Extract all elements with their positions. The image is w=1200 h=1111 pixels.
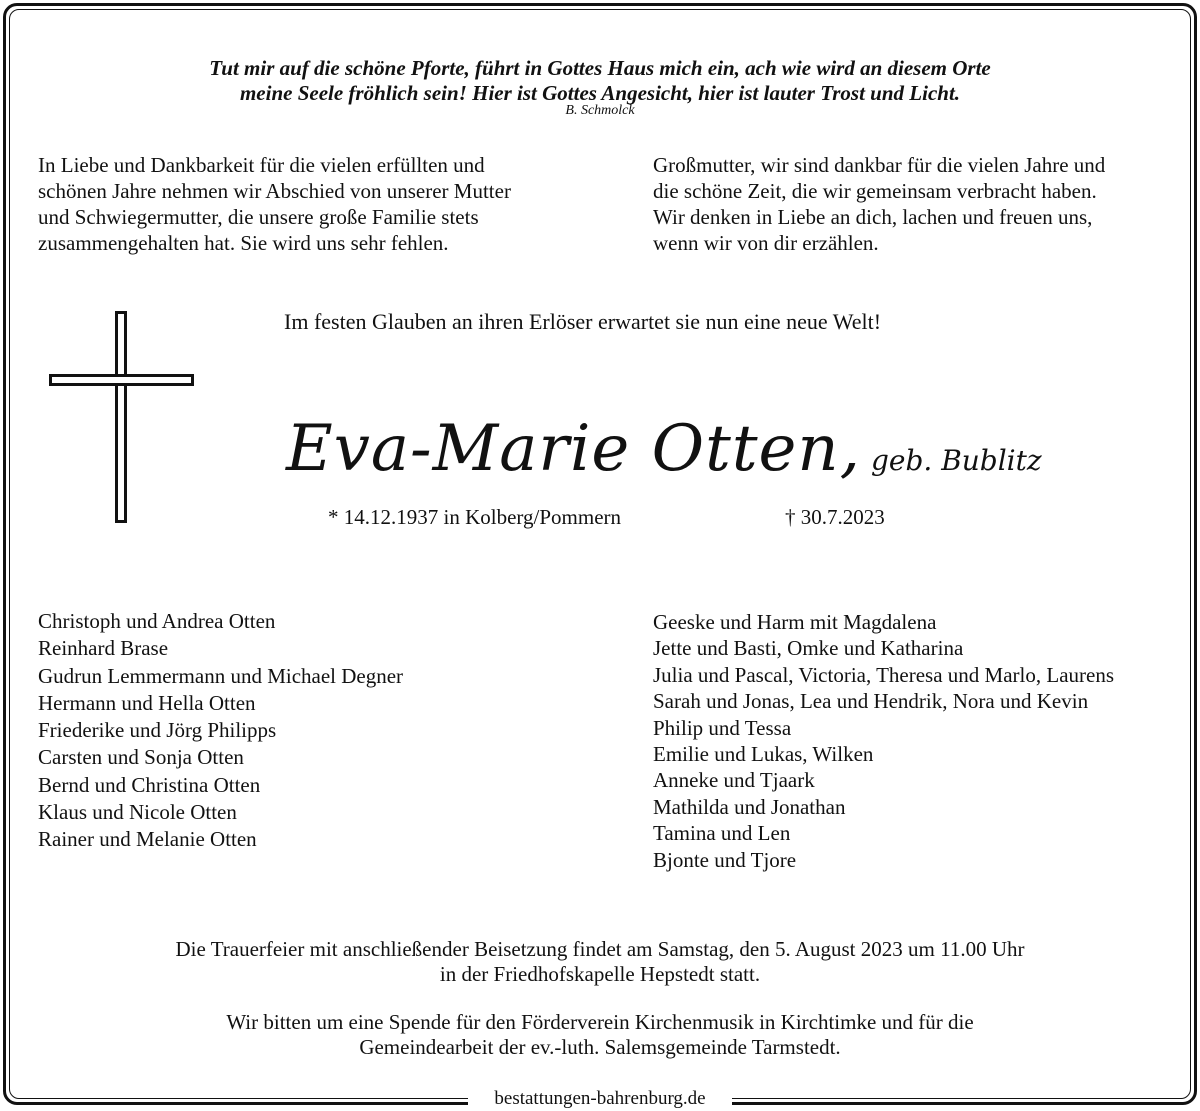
paragraph-right-line: Wir denken in Liebe an dich, lachen und freuen uns, [653, 205, 1093, 229]
mourner-entry: Emilie und Lukas, Wilken [653, 742, 874, 767]
mourner-entry: Jette und Basti, Omke und Katharina [653, 636, 964, 661]
mourner-entry: Gudrun Lemmermann und Michael Degner [38, 663, 404, 688]
paragraph-right-line: wenn wir von dir erzählen. [653, 231, 879, 255]
mourners-list-right [653, 609, 1114, 873]
birth-date: * 14.12.1937 in Kolberg/Pommern [328, 505, 622, 529]
quote-line-1: Tut mir auf die schöne Pforte, führt in Gottes Haus mich ein, ach wie wird an diesem Orte [209, 56, 991, 80]
quote-line-2: meine Seele fröhlich sein! Hier ist Gottes Angesicht, hier ist lauter Trost und Licht. [239, 81, 961, 105]
paragraph-left-line: zusammengehalten hat. Sie wird uns sehr fehlen. [38, 231, 449, 255]
belief-line: Im festen Glauben an ihren Erlöser erwartet sie nun eine neue Welt! [284, 309, 882, 334]
mourner-entry: Geeske und Harm mit Magdalena [653, 610, 937, 634]
quote-author: B. Schmolck [565, 103, 635, 118]
cross-vertical-beam [115, 311, 127, 523]
paragraph-right-line: Großmutter, wir sind dankbar für die vielen Jahre und [653, 153, 1106, 177]
death-date: † 30.7.2023 [785, 505, 885, 529]
bible-quote [0, 56, 1200, 106]
mourner-entry: Klaus und Nicole Otten [38, 800, 237, 825]
deceased-name: Eva-Marie Otten, [286, 412, 861, 486]
paragraph-left-line: In Liebe und Dankbarkeit für die vielen erfüllten und [38, 153, 485, 177]
mourner-entry: Christoph und Andrea Otten [38, 609, 276, 633]
paragraph-left-line: schönen Jahre nehmen wir Abschied von unserer Mutter [38, 179, 511, 203]
mourner-entry: Anneke und Tjaark [653, 768, 815, 793]
mourner-entry: Tamina und Len [653, 821, 791, 846]
maiden-name: geb. Bublitz [870, 444, 1042, 477]
mourner-entry: Friederike und Jörg Philipps [38, 718, 277, 743]
mourner-entry: Hermann und Hella Otten [38, 690, 256, 715]
donation-request [0, 1010, 1200, 1060]
intro-paragraph-right [653, 152, 1183, 256]
mourner-entry: Sarah und Jonas, Lea und Hendrik, Nora und Kevin [653, 689, 1089, 714]
mourner-entry: Reinhard Brase [38, 636, 169, 661]
funeral-service-info [0, 937, 1200, 987]
mourner-entry: Bjonte und Tjore [653, 847, 797, 872]
service-line-1: Die Trauerfeier mit anschließender Beisetzung findet am Samstag, den 5. August 2023 um 11.00 Uhr [175, 937, 1025, 961]
paragraph-right-line: die schöne Zeit, die wir gemeinsam verbracht haben. [653, 179, 1097, 203]
funeral-home-website: bestattungen-bahrenburg.de [468, 1087, 732, 1111]
mourner-entry: Mathilda und Jonathan [653, 794, 846, 819]
deceased-name-row [286, 412, 1042, 486]
mourners-list-left [38, 608, 403, 854]
paragraph-left-line: und Schwiegermutter, die unsere große Familie stets [38, 205, 479, 229]
mourner-entry: Rainer und Melanie Otten [38, 827, 257, 852]
mourner-entry: Philip und Tessa [653, 715, 792, 740]
donation-line-2: Gemeindearbeit der ev.-luth. Salemsgemeinde Tarmstedt. [359, 1035, 841, 1059]
mourner-entry: Carsten und Sonja Otten [38, 745, 244, 770]
service-line-2: in der Friedhofskapelle Hepstedt statt. [439, 962, 761, 986]
donation-line-1: Wir bitten um eine Spende für den Förderverein Kirchenmusik in Kirchtimke und für die [226, 1010, 974, 1034]
cross-center [118, 377, 124, 383]
mourner-entry: Bernd und Christina Otten [38, 772, 261, 797]
mourner-entry: Julia und Pascal, Victoria, Theresa und Marlo, Laurens [653, 662, 1115, 687]
intro-paragraph-left [38, 152, 598, 256]
